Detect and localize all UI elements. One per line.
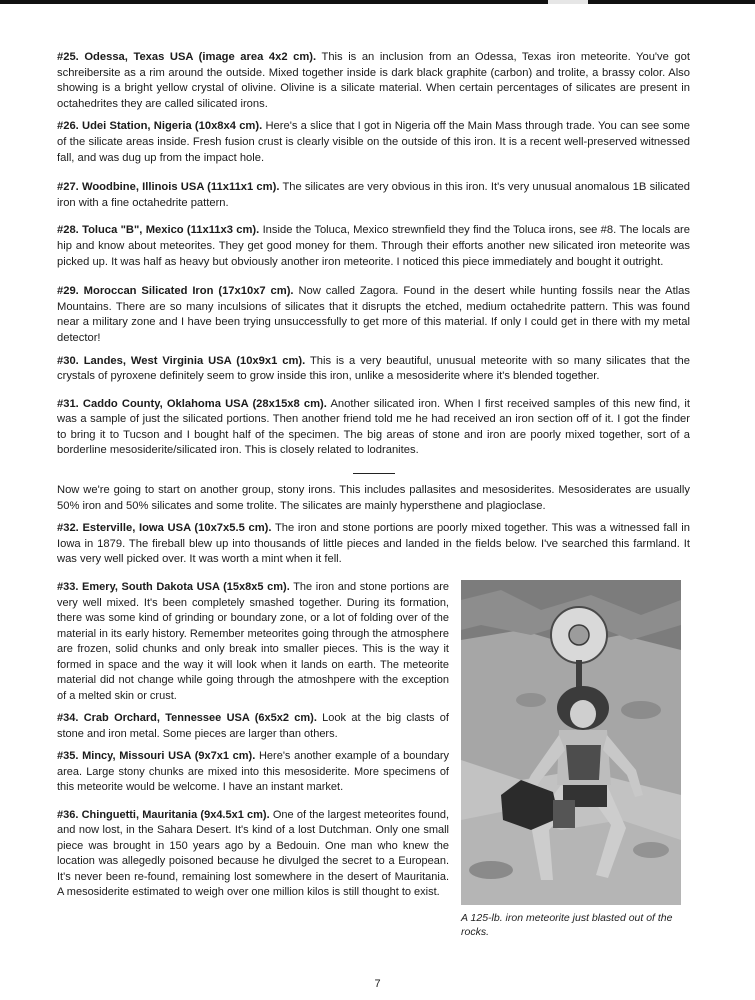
entry-text: This is an inclusion from an Odessa, Texas iron meteorite. You've got schreibersite as a rim around the outside. Mixed together inside is dark black graphite (carbon) and trolite, a brassy color. Also showing is a bright yellow crystal of olivine. Olivine is a silicate material. When certain percentages of silicates are present in octahedrites they are called silicated irons. [57,51,690,110]
page-content [57,50,690,950]
entry-title: #35. Mincy, Missouri USA (9x7x1 cm). [57,750,256,763]
photo-illustration [461,580,681,905]
entry-title: #28. Toluca "B", Mexico (11x11x3 cm). [57,224,260,237]
entry-text: The iron and stone portions are very well mixed. It's been completely smashed together. During its formation, there was some kind of grinding or boundary zone, or a lot of folding over of the material in its early history. Remember meteorites going through the atmosphere are frozen, solid chunks and only break into smaller pieces. This is the way it formed in space and the way it will look when it lands on earth. The meteorite material did not change while going through the atmoshpere with the exception of a melted skin or crust. [57,581,449,702]
entry-32 [57,521,690,568]
entry-title: #25. Odessa, Texas USA (image area 4x2 cm). [57,51,317,63]
entry-text: Now called Zagora. Found in the desert while hunting fossils near the Atlas Mountains. There are so many inculsions of silicates that it disrupts the etched, medium octahedrite pattern. This was found near a military zone and I have been trying unsuccessfully to get more of this material. If only I could get in there with my metal detector! [57,285,690,344]
stony-irons-intro: Now we're going to start on another group, stony irons. This includes pallasites and mesosiderites. Mesosiderates are usually 50% iron and 50% silicates and some trolite. The silicates are mainly hypersthene and plagioclase. [57,484,690,512]
entry-text: One of the largest meteorites found, and now lost, in the Sahara Desert. It's kind of a lost Dutchman. Only one small piece was brought in 150 years ago by a Bedouin. One man who knew the location was allegedly poisoned because he divulged the secret to a European. It's never been re-found, remaining lost somewhere in the desert of Mauritania. A mesosiderite estimated to weigh over one million kilos is still thought to exist. [57,808,449,899]
two-column-section [57,580,690,950]
photo-caption: A 125-lb. iron meteorite just blasted out of the rocks. [461,912,673,939]
entry-title: #27. Woodbine, Illinois USA (11x11x1 cm). [57,181,280,194]
entry-title: #33. Emery, South Dakota USA (15x8x5 cm). [57,581,290,594]
meteorite-photo [461,580,681,905]
entry-text: This is a very beautiful, unusual meteorite with so many silicates that the crystals of pyroxene definitely seem to grow inside this iron, unlike a mesosiderite where it's blended together. [57,354,690,383]
entry-30 [57,354,690,385]
entry-title: #34. Crab Orchard, Tennessee USA (6x5x2 cm). [57,712,317,725]
top-rule-gap [548,0,588,4]
entry-title: #32. Esterville, Iowa USA (10x7x5.5 cm). [57,522,272,535]
entry-text: Here's another example of a boundary area. Large stony chunks are mixed into this mesosiderite. More specimens of this meteorite would be welcome. I have an instant market. [57,750,449,794]
entry-text: The iron and stone portions are poorly mixed together. This was a witnessed fall in Iowa in 1879. The fireball blew up into thousands of little pieces and landed in the fields below. I've searched this farmland. It was very well picked over. It was worth a mint when it fell. [57,522,691,566]
top-rule [0,0,755,4]
entry-title: #26. Udei Station, Nigeria (10x8x4 cm). [57,120,263,133]
page-number: 7 [374,978,381,990]
entry-29 [57,284,690,346]
entry-28 [57,223,690,270]
entry-text: Here's a slice that I got in Nigeria off the Main Mass through trade. You can see some of the silicate areas inside. Fresh fusion crust is clearly visible on the outside of this iron. It is a recent well-preserved witnessed fall, and was dug up from the impact hole. [57,120,690,164]
entry-26 [57,119,690,166]
entry-31 [57,397,690,459]
entry-27 [57,180,690,211]
entry-25 [57,50,690,112]
section-divider [353,473,395,474]
entry-title: #31. Caddo County, Oklahoma USA (28x15x8 cm). [57,397,327,410]
entry-title: #36. Chinguetti, Mauritania (9x4.5x1 cm). [57,808,270,821]
entry-34 [57,711,449,742]
left-column [57,580,449,901]
entry-title: #30. Landes, West Virginia USA (10x9x1 cm). [57,354,306,367]
entry-33 [57,580,449,704]
entry-text: Look at the big clasts of stone and iron metal. Some pieces are larger than others. [57,712,449,740]
entry-35 [57,749,449,796]
entry-title: #29. Moroccan Silicated Iron (17x10x7 cm). [57,285,294,298]
entry-text: Another silicated iron. When I first received samples of this new find, it was a sample of just the silicated portions. Then another friend told me he had received an iron section off of it. I got the finder to bring it to Tucson and I bought half of the specimen. The big areas of stone and iron are poorly mixed together, sort of a borderline mesosiderite/silicated iron. This is closely related to lodranites. [57,397,690,457]
photo-figure [461,580,690,939]
entry-36 [57,808,449,901]
entry-text: Inside the Toluca, Mexico strewnfield they find the Toluca irons, see #8. The locals are hip and know about meteorites. They get good money for them. Through their efforts another new silicated iron meteorite was picked up. It was half as heavy but obviously another iron meteorite. I noticed this piece immediately and bought it outright. [57,224,690,268]
entry-text: The silicates are very obvious in this iron. It's very unusual anomalous 1B silicated iron with a fine octahedrite pattern. [57,181,690,209]
